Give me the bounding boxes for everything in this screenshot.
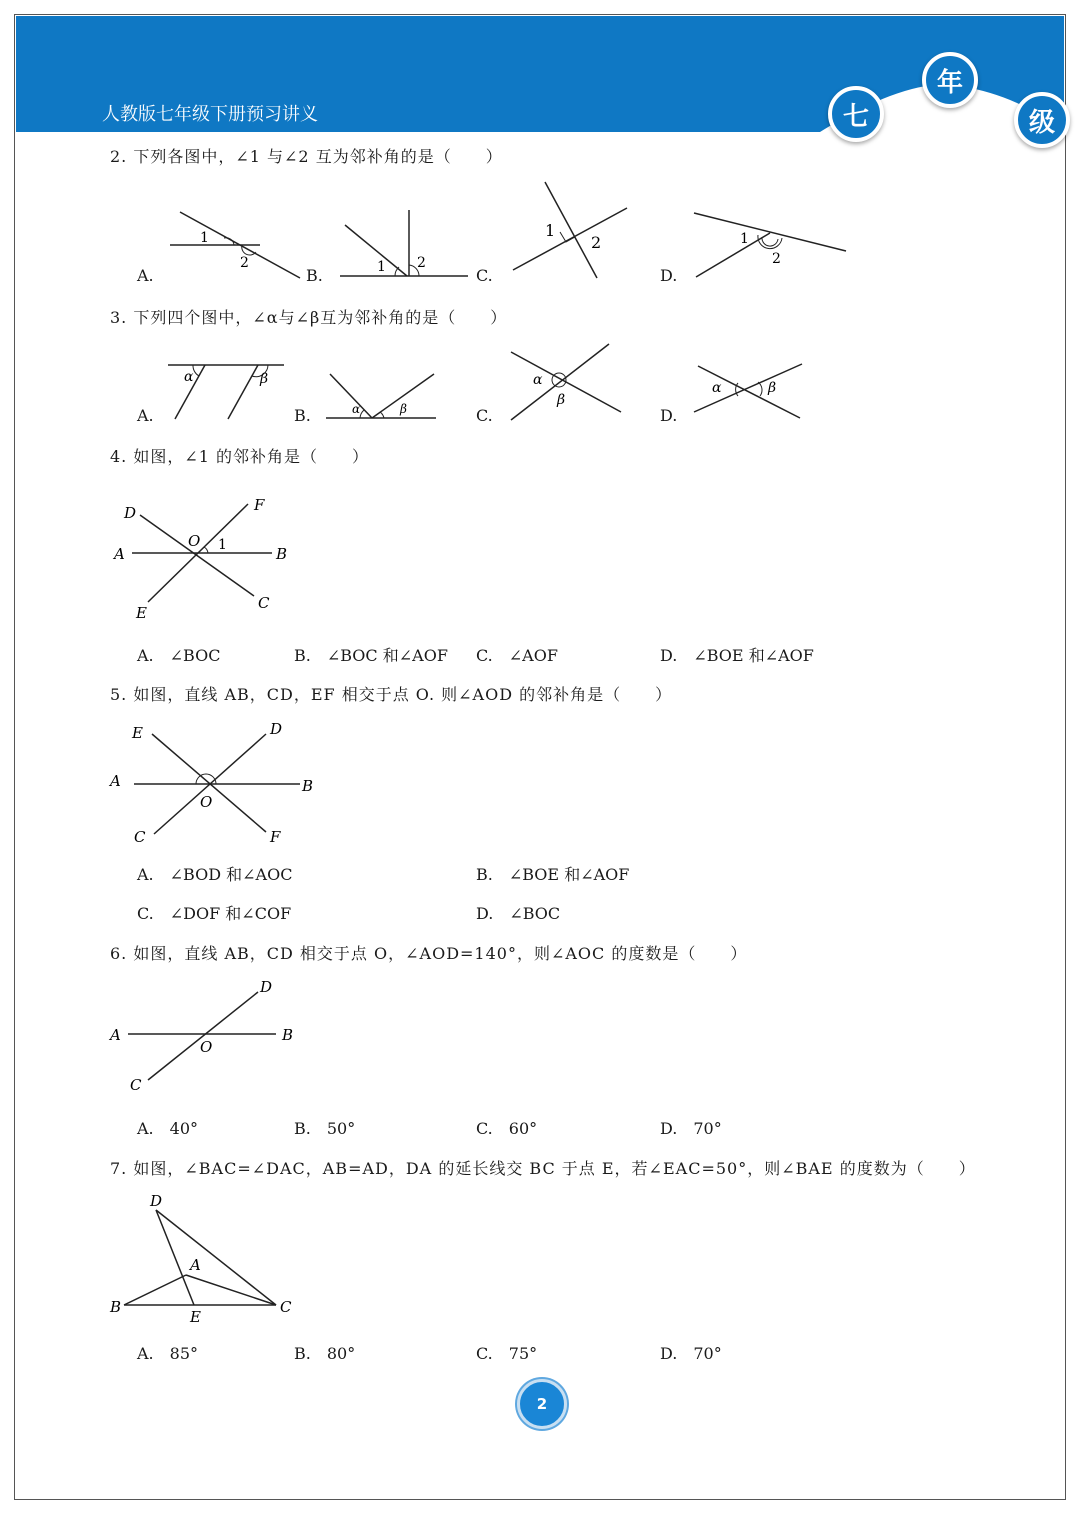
q3-stem: 3. 下列四个图中，∠α与∠β互为邻补角的是（ ）	[110, 308, 508, 327]
q3a-alpha: α	[184, 369, 194, 385]
q2-figure-c	[505, 178, 635, 283]
q5-option-c[interactable]: C. ∠DOF 和∠COF	[137, 904, 292, 923]
q2b-label-2: 2	[417, 255, 426, 271]
q2-option-c[interactable]: C.	[476, 266, 493, 285]
q4-option-c[interactable]: C. ∠AOF	[476, 646, 558, 665]
q4-label-o: O	[188, 532, 201, 550]
q2a-label-1: 1	[200, 230, 209, 246]
q4-label-b: B	[276, 545, 288, 563]
q3-option-c[interactable]: C.	[476, 406, 493, 425]
q5-option-d[interactable]: D. ∠BOC	[476, 904, 561, 923]
q3d-alpha: α	[712, 380, 722, 396]
page-number: 2	[517, 1379, 567, 1429]
q3b-beta: β	[400, 402, 407, 416]
q2a-label-2: 2	[240, 255, 249, 271]
q4-label-1: 1	[218, 537, 227, 553]
q7-option-d[interactable]: D. 70°	[660, 1344, 722, 1363]
q2-option-d[interactable]: D.	[660, 266, 678, 285]
q3c-alpha: α	[533, 372, 543, 388]
q6-label-a: A	[110, 1026, 121, 1044]
q4-option-d[interactable]: D. ∠BOE 和∠AOF	[660, 646, 814, 665]
q7-label-c: C	[280, 1298, 292, 1316]
q5-label-c: C	[134, 828, 146, 846]
q2-figure-b	[335, 205, 475, 285]
q3a-beta: β	[260, 371, 269, 387]
q2d-label-2: 2	[772, 251, 781, 267]
q4-label-f: F	[254, 496, 265, 514]
q2d-label-1: 1	[740, 231, 749, 247]
q7-label-a: A	[190, 1256, 201, 1274]
q7-option-a[interactable]: A. 85°	[137, 1344, 199, 1363]
q6-stem: 6. 如图，直线 AB，CD 相交于点 O，∠AOD=140°，则∠AOC 的度数是（ ）	[110, 944, 748, 963]
q3-option-b[interactable]: B.	[294, 406, 311, 425]
q3-option-d[interactable]: D.	[660, 406, 678, 425]
q4-option-a[interactable]: A. ∠BOC	[137, 646, 221, 665]
q4-figure	[108, 490, 303, 625]
q2-option-a[interactable]: A.	[137, 266, 154, 285]
q5-stem: 5. 如图，直线 AB，CD，EF 相交于点 O. 则∠AOD 的邻补角是（ ）	[110, 685, 673, 704]
q7-stem: 7. 如图，∠BAC=∠DAC，AB=AD，DA 的延长线交 BC 于点 E，若∠EAC=50°，则∠BAE 的度数为（ ）	[110, 1159, 976, 1178]
q6-option-b[interactable]: B. 50°	[294, 1119, 356, 1138]
q5-label-e: E	[132, 724, 143, 742]
q6-option-c[interactable]: C. 60°	[476, 1119, 538, 1138]
q5-label-b: B	[302, 777, 314, 795]
q4-label-c: C	[258, 594, 270, 612]
q5-figure	[106, 716, 318, 850]
q5-label-o: O	[200, 793, 213, 811]
q3-figure-d	[690, 358, 810, 423]
q3b-alpha: α	[352, 402, 361, 416]
q3-figure-a	[160, 355, 290, 425]
q5-label-a: A	[110, 772, 121, 790]
q5-label-d: D	[270, 720, 283, 738]
q3d-beta: β	[768, 380, 777, 396]
q3-option-a[interactable]: A.	[137, 406, 154, 425]
q4-stem: 4. 如图，∠1 的邻补角是（ ）	[110, 447, 370, 466]
badge-qi: 七	[828, 86, 884, 142]
q4-option-b[interactable]: B. ∠BOC 和∠AOF	[294, 646, 448, 665]
q2c-label-2: 2	[591, 233, 602, 252]
q3-figure-c	[505, 340, 625, 425]
badge-ji: 级	[1014, 92, 1070, 148]
q6-option-a[interactable]: A. 40°	[137, 1119, 199, 1138]
q4-label-a: A	[114, 545, 125, 563]
badge-nian: 年	[922, 52, 978, 108]
q4-label-e: E	[136, 604, 147, 622]
q3-figure-b	[320, 370, 440, 425]
q2-figure-a	[160, 200, 310, 285]
q6-label-o: O	[200, 1038, 213, 1056]
q2-stem: 2. 下列各图中，∠1 与∠2 互为邻补角的是（ ）	[110, 147, 503, 166]
q2c-label-1: 1	[545, 221, 556, 240]
header-title: 人教版七年级下册预习讲义	[102, 104, 318, 125]
q2-option-b[interactable]: B.	[306, 266, 323, 285]
q6-label-c: C	[130, 1076, 142, 1094]
q2-figure-d	[688, 205, 853, 285]
q6-label-d: D	[260, 978, 273, 996]
q5-label-f: F	[270, 828, 281, 846]
q2b-label-1: 1	[377, 259, 386, 275]
q6-figure	[106, 976, 306, 1096]
q3c-beta: β	[557, 392, 566, 408]
q7-figure	[106, 1190, 306, 1330]
q7-option-c[interactable]: C. 75°	[476, 1344, 538, 1363]
q7-label-d: D	[150, 1192, 163, 1210]
q7-option-b[interactable]: B. 80°	[294, 1344, 356, 1363]
q7-label-b: B	[110, 1298, 122, 1316]
q6-label-b: B	[282, 1026, 294, 1044]
q4-label-d: D	[124, 504, 137, 522]
q5-option-b[interactable]: B. ∠BOE 和∠AOF	[476, 865, 630, 884]
q7-label-e: E	[190, 1308, 201, 1326]
q6-option-d[interactable]: D. 70°	[660, 1119, 722, 1138]
q5-option-a[interactable]: A. ∠BOD 和∠AOC	[137, 865, 293, 884]
